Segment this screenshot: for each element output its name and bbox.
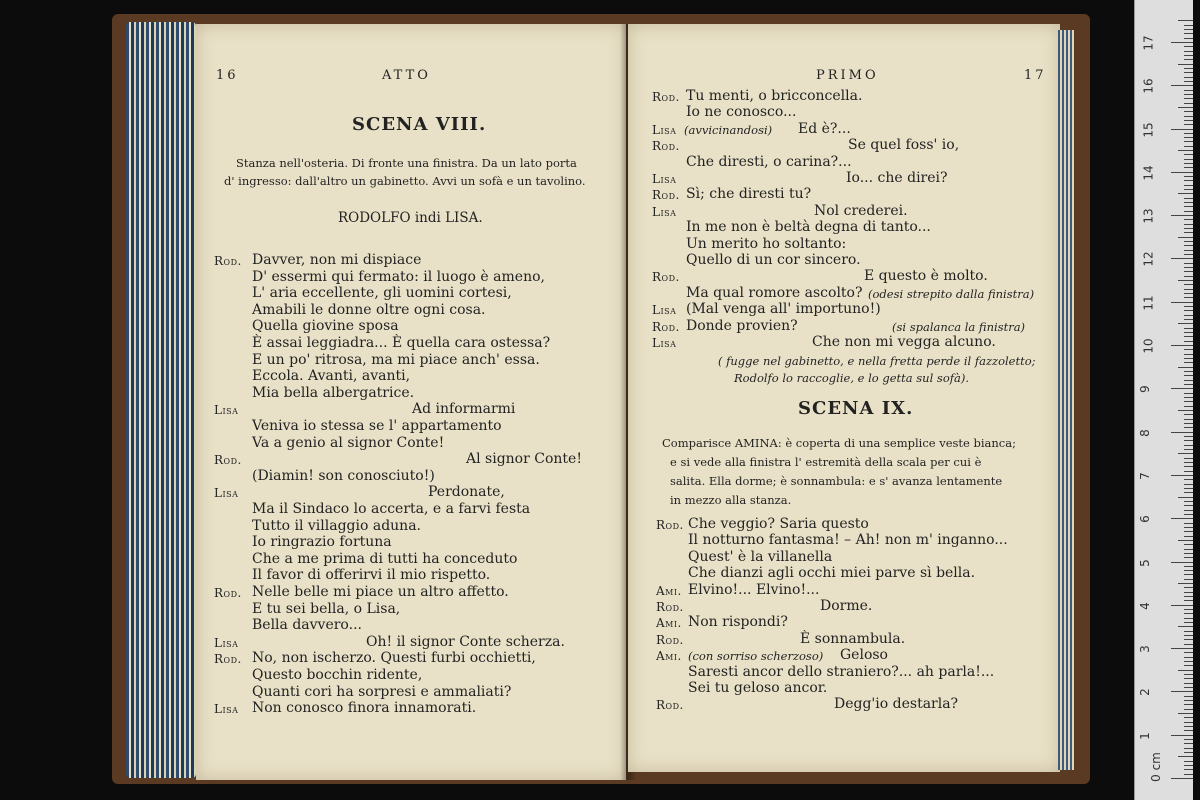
ruler-tick bbox=[1184, 700, 1193, 701]
ruler-tick bbox=[1184, 393, 1193, 394]
ruler-tick bbox=[1184, 722, 1193, 723]
ruler-number: 10 bbox=[1141, 338, 1156, 354]
ruler-tick bbox=[1171, 691, 1193, 692]
ruler-tick bbox=[1178, 193, 1193, 194]
ruler-tick bbox=[1184, 743, 1193, 744]
ruler-tick bbox=[1184, 752, 1193, 753]
verse-line: Io... che direi? bbox=[846, 170, 948, 186]
verse-line: Elvino!... Elvino!... bbox=[688, 581, 820, 598]
ruler-tick bbox=[1184, 574, 1193, 575]
ruler-tick bbox=[1171, 345, 1193, 346]
verse-line: D' essermi qui fermato: il luogo è ameno, bbox=[252, 268, 545, 285]
ruler-tick bbox=[1171, 172, 1193, 173]
ruler-tick bbox=[1184, 267, 1193, 268]
ruler-tick bbox=[1184, 332, 1193, 333]
ruler-tick bbox=[1184, 553, 1193, 554]
ruler-number: 11 bbox=[1141, 295, 1156, 311]
ruler-tick bbox=[1184, 652, 1193, 653]
ruler-tick bbox=[1178, 280, 1193, 281]
speaker-label: Ami. bbox=[656, 583, 682, 598]
ruler-tick bbox=[1184, 488, 1193, 489]
ruler-tick bbox=[1184, 613, 1193, 614]
ruler-tick bbox=[1184, 557, 1193, 558]
speaker-label: Lisa bbox=[652, 336, 677, 350]
ruler-tick bbox=[1184, 68, 1193, 69]
ruler-tick bbox=[1178, 367, 1193, 368]
characters-line: RODOLFO indi LISA. bbox=[338, 210, 483, 226]
ruler-tick bbox=[1178, 540, 1193, 541]
ruler-tick bbox=[1184, 116, 1193, 117]
ruler-tick bbox=[1171, 735, 1193, 736]
ruler-tick bbox=[1171, 778, 1193, 779]
ruler-tick bbox=[1178, 453, 1193, 454]
speaker-label: Rod. bbox=[652, 139, 680, 154]
speaker-label: Rod. bbox=[214, 652, 242, 667]
speaker-label: Lisa bbox=[214, 702, 239, 717]
ruler-tick bbox=[1184, 380, 1193, 381]
ruler-tick bbox=[1184, 544, 1193, 545]
ruler-tick bbox=[1184, 77, 1193, 78]
ruler-tick bbox=[1178, 20, 1193, 21]
marbled-edge-right bbox=[1058, 30, 1074, 770]
ruler-tick bbox=[1178, 107, 1193, 108]
ruler-number: 1 bbox=[1137, 731, 1152, 740]
ruler-tick bbox=[1184, 189, 1193, 190]
verse-line: Donde provien? bbox=[686, 317, 798, 334]
stage-direction-inline: (con sorriso scherzoso) bbox=[688, 649, 824, 664]
verse-line: Un merito ho soltanto: bbox=[686, 235, 847, 252]
ruler-tick bbox=[1184, 683, 1193, 684]
ruler-tick bbox=[1184, 549, 1193, 550]
ruler-tick bbox=[1184, 163, 1193, 164]
stage-note-line: Rodolfo lo raccoglie, e lo getta sul sofà). bbox=[734, 371, 969, 385]
ruler-tick bbox=[1171, 432, 1193, 433]
ruler-tick bbox=[1184, 124, 1193, 125]
measurement-ruler bbox=[1134, 0, 1193, 800]
speaker-label: Rod. bbox=[656, 698, 684, 713]
ruler-tick bbox=[1178, 497, 1193, 498]
ruler-tick bbox=[1184, 120, 1193, 121]
ruler-tick bbox=[1178, 713, 1193, 714]
verse-line: Che non mi vegga alcuno. bbox=[812, 334, 996, 350]
ruler-tick bbox=[1184, 384, 1193, 385]
verse-line: Saresti ancor dello straniero?... ah parla!... bbox=[688, 663, 995, 680]
ruler-tick bbox=[1184, 674, 1193, 675]
ruler-tick bbox=[1184, 635, 1193, 636]
ruler-number: 12 bbox=[1141, 251, 1156, 268]
ruler-tick bbox=[1184, 730, 1193, 731]
ruler-tick bbox=[1184, 51, 1193, 52]
ruler-tick bbox=[1178, 237, 1193, 238]
speaker-label: Lisa bbox=[214, 635, 239, 650]
verse-line: Mia bella albergatrice. bbox=[252, 384, 415, 401]
stage-direction-inline: (odesi strepito dalla finistra) bbox=[868, 286, 1035, 301]
ruler-tick bbox=[1184, 644, 1193, 645]
ruler-number: 9 bbox=[1137, 385, 1152, 394]
ruler-tick bbox=[1171, 42, 1193, 43]
ruler-number: 3 bbox=[1137, 645, 1152, 653]
ruler-tick bbox=[1184, 596, 1193, 597]
verse-line: Eccola. Avanti, avanti, bbox=[252, 368, 411, 385]
speaker-label: Lisa bbox=[652, 204, 677, 219]
ruler-tick bbox=[1184, 341, 1193, 342]
ruler-tick bbox=[1184, 479, 1193, 480]
ruler-tick bbox=[1184, 137, 1193, 138]
ruler-tick bbox=[1184, 133, 1193, 134]
ruler-tick bbox=[1184, 232, 1193, 233]
ruler-tick bbox=[1184, 600, 1193, 601]
verse-line: Io ringrazio fortuna bbox=[252, 534, 392, 551]
left-page bbox=[196, 24, 626, 780]
ruler-tick bbox=[1184, 371, 1193, 372]
ruler-tick bbox=[1184, 228, 1193, 229]
ruler-tick bbox=[1184, 289, 1193, 290]
verse-line: Quest' è la villanella bbox=[688, 548, 833, 565]
verse-line: Ad informarmi bbox=[412, 401, 516, 418]
ruler-number: 13 bbox=[1141, 208, 1156, 224]
ruler-tick bbox=[1184, 176, 1193, 177]
ruler-tick bbox=[1184, 665, 1193, 666]
verse-line: Veniva io stessa se l' appartamento bbox=[252, 418, 502, 434]
speaker-label: Lisa bbox=[214, 403, 239, 418]
ruler-number: 17 bbox=[1141, 35, 1156, 51]
ruler-tick bbox=[1184, 180, 1193, 181]
ruler-tick bbox=[1184, 739, 1193, 740]
ruler-number: 7 bbox=[1137, 472, 1152, 480]
ruler-tick bbox=[1171, 605, 1193, 606]
ruler-tick bbox=[1184, 293, 1193, 294]
ruler-tick bbox=[1184, 471, 1193, 472]
ruler-tick bbox=[1184, 492, 1193, 493]
ruler-tick bbox=[1184, 245, 1193, 246]
ruler-tick bbox=[1184, 198, 1193, 199]
ruler-tick bbox=[1184, 587, 1193, 588]
verse-line: In me non è beltà degna di tanto... bbox=[686, 219, 931, 236]
ruler-tick bbox=[1171, 129, 1193, 130]
stage-direction-line: Stanza nell'osteria. Di fronte una finistra. Da un lato porta bbox=[236, 156, 577, 170]
running-head-left: ATTO bbox=[382, 68, 431, 83]
ruler-tick bbox=[1184, 618, 1193, 619]
verse-line: Al signor Conte! bbox=[466, 451, 582, 468]
ruler-tick bbox=[1178, 410, 1193, 411]
ruler-tick bbox=[1171, 302, 1193, 303]
ruler-tick bbox=[1184, 631, 1193, 632]
ruler-tick bbox=[1184, 717, 1193, 718]
ruler-tick bbox=[1184, 202, 1193, 203]
ruler-tick bbox=[1184, 462, 1193, 463]
verse-line: Bella davvero... bbox=[252, 617, 362, 634]
ruler-number: 2 bbox=[1137, 688, 1152, 697]
verse-line: Perdonate, bbox=[428, 484, 505, 501]
speaker-label: Rod. bbox=[656, 518, 684, 532]
ruler-number: 6 bbox=[1137, 515, 1152, 524]
verse-line: Sei tu geloso ancor. bbox=[688, 680, 828, 696]
ruler-tick bbox=[1184, 514, 1193, 515]
ruler-tick bbox=[1184, 141, 1193, 142]
stage-note-line: ( fugge nel gabinetto, e nella fretta perde il fazzoletto; bbox=[718, 354, 1036, 368]
verse-line: Che diresti, o carina?... bbox=[686, 153, 852, 170]
verse-line: È assai leggiadra... È quella cara ostessa? bbox=[252, 335, 551, 351]
ruler-tick bbox=[1171, 215, 1193, 216]
ruler-tick bbox=[1184, 657, 1193, 658]
verse-line: Davver, non mi dispiace bbox=[252, 252, 422, 268]
ruler-tick bbox=[1184, 328, 1193, 329]
right-page bbox=[628, 24, 1060, 772]
ruler-tick bbox=[1184, 566, 1193, 567]
speaker-label: Ami. bbox=[656, 649, 682, 664]
verse-line: Ma il Sindaco lo accerta, e a farvi festa bbox=[252, 501, 531, 517]
ruler-tick bbox=[1184, 72, 1193, 73]
ruler-tick bbox=[1184, 449, 1193, 450]
speaker-label: Lisa bbox=[652, 303, 677, 318]
ruler-tick bbox=[1171, 475, 1193, 476]
ruler-tick bbox=[1184, 484, 1193, 485]
ruler-tick bbox=[1184, 25, 1193, 26]
ruler-tick bbox=[1184, 505, 1193, 506]
ruler-tick bbox=[1178, 150, 1193, 151]
stage-direction-inline: (si spalanca la finistra) bbox=[892, 319, 1026, 334]
ruler-number: 5 bbox=[1137, 558, 1152, 567]
ruler-tick bbox=[1184, 445, 1193, 446]
speaker-label: Rod. bbox=[214, 586, 242, 600]
verse-line: L' aria eccellente, gli uomini cortesi, bbox=[252, 285, 512, 302]
verse-line: Oh! il signor Conte scherza. bbox=[366, 633, 565, 650]
ruler-tick bbox=[1184, 375, 1193, 376]
ruler-tick bbox=[1184, 55, 1193, 56]
ruler-tick bbox=[1184, 765, 1193, 766]
speaker-label: Rod. bbox=[652, 319, 680, 334]
verse-line: Degg'io destarla? bbox=[834, 696, 959, 713]
ruler-tick bbox=[1178, 670, 1193, 671]
ruler-tick bbox=[1184, 704, 1193, 705]
verse-line: Se quel foss' io, bbox=[848, 137, 960, 154]
ruler-tick bbox=[1184, 46, 1193, 47]
ruler-tick bbox=[1184, 748, 1193, 749]
verse-line: Il notturno fantasma! – Ah! non m' inganno... bbox=[688, 532, 1008, 549]
page-number-right: 17 bbox=[1024, 68, 1047, 83]
ruler-tick bbox=[1184, 440, 1193, 441]
ruler-tick bbox=[1184, 696, 1193, 697]
ruler-tick bbox=[1178, 323, 1193, 324]
verse-line: Non conosco finora innamorati. bbox=[252, 700, 477, 717]
verse-line: Nol crederei. bbox=[814, 202, 908, 219]
verse-line: Non rispondi? bbox=[688, 614, 788, 631]
ruler-tick bbox=[1184, 263, 1193, 264]
stage-direction-inline: (avvicinandosi) bbox=[684, 122, 773, 137]
ruler-tick bbox=[1184, 81, 1193, 82]
verse-line: Ma qual romore ascolto? bbox=[686, 284, 863, 301]
ruler-tick bbox=[1184, 687, 1193, 688]
ruler-tick bbox=[1184, 33, 1193, 34]
verse-line: Nelle belle mi piace un altro affetto. bbox=[252, 584, 509, 600]
ruler-tick bbox=[1184, 358, 1193, 359]
verse-line: Che veggio? Saria questo bbox=[688, 516, 869, 532]
ruler-tick bbox=[1184, 639, 1193, 640]
ruler-tick bbox=[1184, 38, 1193, 39]
ruler-tick bbox=[1171, 562, 1193, 563]
ruler-tick bbox=[1178, 583, 1193, 584]
speaker-label: Ami. bbox=[656, 616, 682, 631]
ruler-tick bbox=[1184, 59, 1193, 60]
ruler-tick bbox=[1184, 29, 1193, 30]
verse-line: Questo bocchin ridente, bbox=[252, 667, 423, 683]
ruler-tick bbox=[1184, 362, 1193, 363]
ruler-tick bbox=[1184, 219, 1193, 220]
ruler-tick bbox=[1184, 769, 1193, 770]
ruler-tick bbox=[1184, 570, 1193, 571]
scene-direction-line: salita. Ella dorme; è sonnambula: e s' avanza lentamente bbox=[670, 474, 1003, 488]
scene-direction-line: e si vede alla finistra l' estremità della scala per cui è bbox=[670, 455, 982, 469]
marbled-edge-left bbox=[126, 22, 196, 778]
verse-line: Che a me prima di tutti ha conceduto bbox=[252, 550, 518, 567]
running-head-right: PRIMO bbox=[816, 68, 879, 83]
ruler-tick bbox=[1184, 436, 1193, 437]
ruler-tick bbox=[1184, 211, 1193, 212]
ruler-tick bbox=[1184, 315, 1193, 316]
verse-line: E tu sei bella, o Lisa, bbox=[252, 600, 401, 617]
page-number-left: 16 bbox=[216, 68, 239, 83]
speaker-label: Rod. bbox=[656, 632, 684, 647]
ruler-tick bbox=[1184, 609, 1193, 610]
verse-line: Sì; che diresti tu? bbox=[686, 186, 812, 203]
ruler-tick bbox=[1171, 648, 1193, 649]
verse-line: Tu menti, o bricconcella. bbox=[686, 88, 863, 104]
ruler-tick bbox=[1184, 397, 1193, 398]
ruler-tick bbox=[1184, 579, 1193, 580]
ruler-tick bbox=[1184, 501, 1193, 502]
verse-line: E questo è molto. bbox=[864, 268, 988, 285]
ruler-number: 14 bbox=[1141, 165, 1156, 181]
ruler-tick bbox=[1184, 419, 1193, 420]
ruler-tick bbox=[1184, 427, 1193, 428]
speaker-label: Lisa bbox=[652, 122, 677, 137]
ruler-tick bbox=[1171, 388, 1193, 389]
ruler-tick bbox=[1178, 64, 1193, 65]
verse-line: E un po' ritrosa, ma mi piace anch' essa. bbox=[252, 351, 540, 368]
ruler-tick bbox=[1184, 206, 1193, 207]
verse-line: Io ne conosco... bbox=[686, 104, 797, 121]
ruler-tick bbox=[1184, 271, 1193, 272]
ruler-tick bbox=[1184, 709, 1193, 710]
ruler-tick bbox=[1184, 241, 1193, 242]
ruler-tick bbox=[1171, 258, 1193, 259]
ruler-tick bbox=[1184, 284, 1193, 285]
ruler-unit-label: 0 cm bbox=[1148, 752, 1163, 782]
ruler-tick bbox=[1184, 592, 1193, 593]
verse-line: Quella giovine sposa bbox=[252, 318, 399, 335]
verse-line: Dorme. bbox=[820, 598, 873, 614]
speaker-label: Lisa bbox=[214, 486, 239, 501]
ruler-tick bbox=[1184, 423, 1193, 424]
ruler-number: 8 bbox=[1137, 428, 1152, 437]
ruler-tick bbox=[1184, 250, 1193, 251]
scene-direction-line: in mezzo alla stanza. bbox=[670, 493, 792, 507]
speaker-label: Rod. bbox=[656, 600, 684, 614]
ruler-tick bbox=[1171, 85, 1193, 86]
ruler-tick bbox=[1184, 510, 1193, 511]
speaker-label: Rod. bbox=[214, 453, 242, 468]
verse-line: È sonnambula. bbox=[800, 630, 906, 647]
ruler-tick bbox=[1184, 774, 1193, 775]
ruler-tick bbox=[1171, 518, 1193, 519]
ruler-tick bbox=[1184, 523, 1193, 524]
scene-direction-line: Comparisce AMINA: è coperta di una semplice veste bianca; bbox=[662, 436, 1016, 450]
ruler-tick bbox=[1184, 103, 1193, 104]
verse-line: Quello di un cor sincero. bbox=[686, 252, 861, 268]
scene-title-viii: SCENA VIII. bbox=[352, 114, 487, 135]
verse-line: Amabili le donne oltre ogni cosa. bbox=[252, 301, 486, 318]
ruler-tick bbox=[1184, 94, 1193, 95]
verse-line: Il favor di offerirvi il mio rispetto. bbox=[252, 567, 491, 584]
ruler-tick bbox=[1184, 678, 1193, 679]
speaker-label: Rod. bbox=[652, 270, 680, 285]
ruler-tick bbox=[1184, 185, 1193, 186]
ruler-tick bbox=[1184, 297, 1193, 298]
ruler-tick bbox=[1184, 458, 1193, 459]
ruler-tick bbox=[1184, 336, 1193, 337]
ruler-tick bbox=[1184, 406, 1193, 407]
ruler-tick bbox=[1184, 254, 1193, 255]
verse-line: Tutto il villaggio aduna. bbox=[252, 517, 421, 534]
ruler-tick bbox=[1184, 401, 1193, 402]
ruler-tick bbox=[1184, 354, 1193, 355]
ruler-tick bbox=[1184, 414, 1193, 415]
speaker-label: Lisa bbox=[652, 172, 677, 186]
ruler-tick bbox=[1184, 761, 1193, 762]
verse-line: Va a genio al signor Conte! bbox=[252, 434, 445, 451]
speaker-label: Rod. bbox=[652, 90, 680, 104]
ruler-tick bbox=[1184, 726, 1193, 727]
speaker-label: Rod. bbox=[214, 254, 242, 268]
ruler-tick bbox=[1184, 224, 1193, 225]
ruler-tick bbox=[1178, 756, 1193, 757]
ruler-tick bbox=[1184, 146, 1193, 147]
verse-line: Che dianzi agli occhi miei parve sì bella. bbox=[688, 565, 976, 582]
ruler-tick bbox=[1184, 527, 1193, 528]
ruler-tick bbox=[1178, 626, 1193, 627]
ruler-tick bbox=[1184, 349, 1193, 350]
speaker-label: Rod. bbox=[652, 188, 680, 203]
ruler-tick bbox=[1184, 466, 1193, 467]
ruler-tick bbox=[1184, 98, 1193, 99]
ruler-tick bbox=[1184, 536, 1193, 537]
ruler-tick bbox=[1184, 531, 1193, 532]
ruler-tick bbox=[1184, 319, 1193, 320]
stage-direction-line: d' ingresso: dall'altro un gabinetto. Avvi un sofà e un tavolino. bbox=[224, 174, 586, 188]
verse-line: Ed è?... bbox=[798, 120, 851, 137]
ruler-tick bbox=[1184, 276, 1193, 277]
ruler-tick bbox=[1184, 159, 1193, 160]
verse-line: No, non ischerzo. Questi furbi occhietti, bbox=[252, 650, 536, 667]
ruler-number: 16 bbox=[1141, 78, 1156, 94]
ruler-tick bbox=[1184, 661, 1193, 662]
ruler-tick bbox=[1184, 154, 1193, 155]
ruler-tick bbox=[1184, 111, 1193, 112]
ruler-tick bbox=[1184, 167, 1193, 168]
ruler-tick bbox=[1184, 90, 1193, 91]
scene-title-ix: SCENA IX. bbox=[798, 398, 914, 419]
ruler-tick bbox=[1184, 622, 1193, 623]
verse-line: (Mal venga all' importuno!) bbox=[686, 301, 881, 318]
ruler-tick bbox=[1184, 310, 1193, 311]
ruler-number: 15 bbox=[1141, 121, 1156, 138]
verse-line: Quanti cori ha sorpresi e ammaliati? bbox=[252, 683, 512, 700]
ruler-number: 4 bbox=[1137, 601, 1152, 610]
verse-line: Geloso bbox=[840, 647, 888, 664]
verse-line: (Diamin! son conosciuto!) bbox=[252, 467, 435, 484]
ruler-tick bbox=[1184, 306, 1193, 307]
